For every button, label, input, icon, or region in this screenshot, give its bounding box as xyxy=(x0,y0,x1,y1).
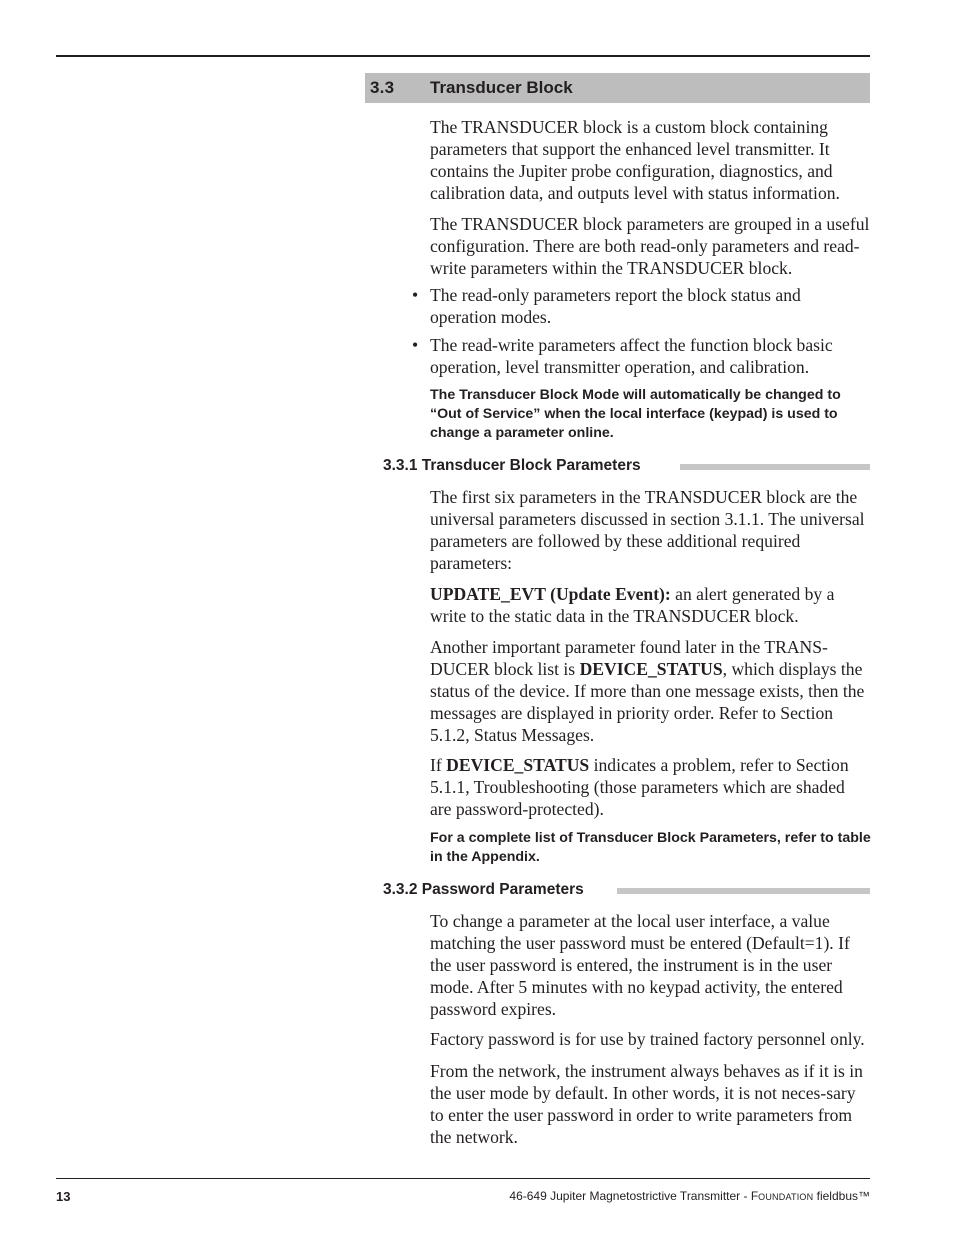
top-rule xyxy=(56,55,870,57)
subsection-rule-332 xyxy=(617,888,870,894)
page-number: 13 xyxy=(56,1189,71,1204)
subsection-heading-331: 3.3.1 Transducer Block Parameters xyxy=(383,457,641,474)
update-evt-paragraph xyxy=(430,584,870,628)
device-status-term: DEVICE_STATUS xyxy=(579,658,723,679)
troubleshooting-text-b: indicates a problem, refer to Section 5.1.1, Troubleshooting (those parameters which are shaded are password-protected). xyxy=(430,755,849,819)
footer-document-title xyxy=(509,1189,870,1203)
troubleshooting-term: DEVICE_STATUS xyxy=(446,755,590,775)
mode-note: The Transducer Block Mode will automatically be changed to “Out of Service” when the local interface (keypad) is used to change a parameter online. xyxy=(430,387,841,441)
bullet-item-read-only: The read-only parameters report the block status and operation modes. xyxy=(430,285,801,327)
device-status-text-b: , which displays the status of the device. If more than one message exists, then the messages are displayed in priority order. Refer to Section 5.1.2, Status Messages. xyxy=(430,658,865,745)
update-evt-desc: an alert generated by a write to the static data in the TRANSDUCER block. xyxy=(430,584,835,626)
device-status-text-a: Another important parameter found later in the TRANS-DUCER block list is xyxy=(430,637,828,679)
bullet-item-read-write: The read-write parameters affect the function block basic operation, level transmitter operation, and calibration. xyxy=(430,335,833,377)
footer-title-suffix: fieldbus™ xyxy=(813,1189,870,1203)
password-paragraph-2: Factory password is for use by trained factory personnel only. xyxy=(430,1029,865,1049)
footer-title-prefix: 46-649 Jupiter Magnetostrictive Transmitter - F xyxy=(509,1189,759,1203)
device-status-paragraph xyxy=(430,637,870,747)
section-title: Transducer Block xyxy=(430,78,573,97)
section-number: 3.3 xyxy=(370,78,395,97)
footer-title-smallcaps: OUNDATION xyxy=(758,1192,814,1202)
subsection-rule-331 xyxy=(680,464,870,470)
password-paragraph-1: To change a parameter at the local user interface, a value matching the user password must be entered (Default=1). If the user password is entered, the instrument is in the user mode. After 5 minutes with no keypad activity, the entered password expires. xyxy=(430,911,850,1019)
bullet-marker: • xyxy=(412,335,419,355)
subsection-heading-332: 3.3.2 Password Parameters xyxy=(383,881,584,898)
params-paragraph-1: The first six parameters in the TRANSDUCER block are the universal parameters discussed in section 3.1.1. The universal parameters are followed by these additional required parameters: xyxy=(430,487,865,573)
troubleshooting-paragraph xyxy=(430,755,870,821)
update-evt-term: UPDATE_EVT (Update Event): xyxy=(430,584,671,604)
appendix-note: For a complete list of Transducer Block Parameters, refer to table in the Appendix. xyxy=(430,830,871,865)
footer-rule xyxy=(56,1178,870,1179)
intro-paragraph-1: The TRANSDUCER block is a custom block containing parameters that support the enhanced level transmitter. It contains the Jupiter probe configuration, diagnostics, and calibration data, and outputs level with status information. xyxy=(430,117,840,203)
troubleshooting-text-a: If xyxy=(430,755,447,775)
password-paragraph-3: From the network, the instrument always behaves as if it is in the user mode by default. In other words, it is not neces-sary to enter the user password in order to write parameters from the network. xyxy=(430,1061,863,1147)
bullet-marker: • xyxy=(412,285,419,305)
intro-paragraph-2: The TRANSDUCER block parameters are grouped in a useful configuration. There are both read-only parameters and read-write parameters within the TRANSDUCER block. xyxy=(430,214,870,278)
